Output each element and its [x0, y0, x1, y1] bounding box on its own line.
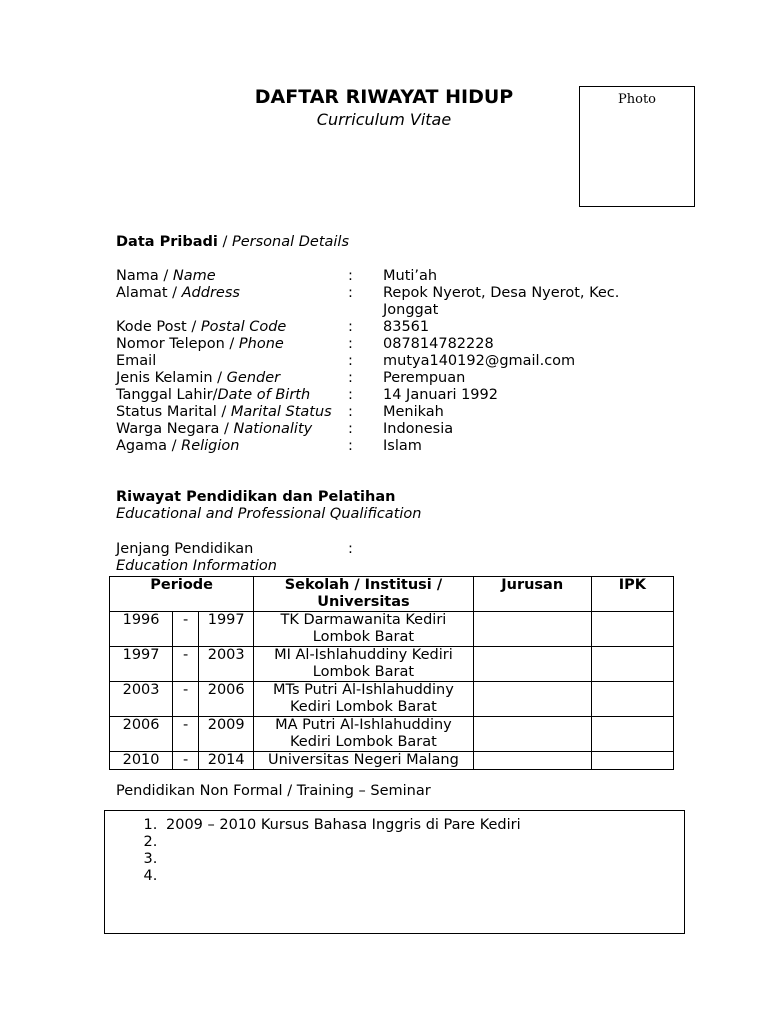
field-colon: :: [348, 438, 353, 454]
field-value: Menikah: [383, 404, 444, 420]
field-colon: :: [348, 421, 353, 437]
cell-year-to: 2006: [199, 682, 254, 717]
field-colon: :: [348, 353, 353, 369]
field-value: Indonesia: [383, 421, 454, 437]
col-sekolah: [254, 577, 473, 612]
personal-field-label: [116, 285, 240, 302]
document-title: DAFTAR RIWAYAT HIDUP: [254, 86, 514, 108]
field-colon: :: [348, 319, 353, 335]
list-item: 1. 2009 – 2010 Kursus Bahasa Inggris di Pare Kediri: [162, 817, 684, 834]
personal-details-heading: [116, 234, 349, 250]
personal-field-label: [116, 404, 332, 421]
col-jurusan: Jurusan: [473, 577, 591, 612]
cell-school-line2: Lombok Barat: [312, 664, 415, 680]
cell-dash: -: [173, 647, 199, 682]
cell-year-to: 2009: [199, 717, 254, 752]
field-colon: :: [348, 336, 353, 352]
field-label-id: Nomor Telepon /: [116, 336, 239, 352]
cell-year-to: 2003: [199, 647, 254, 682]
field-label-en: Marital Status: [230, 404, 332, 420]
table-row: [110, 717, 674, 752]
personal-field-label: [116, 336, 284, 353]
personal-field-label: [116, 268, 216, 285]
cell-dash: -: [173, 752, 199, 770]
cell-school: [254, 752, 473, 770]
cell-school: [254, 682, 473, 717]
photo-label: Photo: [618, 92, 656, 107]
cell-school-line1: MA Putri Al-Ishlahuddiny: [275, 717, 452, 733]
personal-field-label: [116, 421, 312, 438]
personal-field-label: [116, 353, 156, 370]
cell-school-line1: TK Darmawanita Kediri: [280, 612, 447, 628]
cell-jurusan: [473, 752, 591, 770]
education-level-label: Jenjang Pendidikan: [116, 541, 254, 557]
field-label-en: Phone: [238, 336, 284, 352]
field-value: 83561: [383, 319, 430, 335]
non-formal-heading: Pendidikan Non Formal / Training – Seminar: [116, 783, 431, 799]
cell-year-from: 2006: [110, 717, 173, 752]
field-label-id: Kode Post /: [116, 319, 201, 335]
cell-school: [254, 647, 473, 682]
cell-ipk: [591, 717, 673, 752]
field-colon: :: [348, 387, 353, 403]
field-label-id: Warga Negara /: [116, 421, 234, 437]
cell-year-from: 2010: [110, 752, 173, 770]
field-label-id: Status Marital /: [116, 404, 231, 420]
cell-dash: -: [173, 717, 199, 752]
cell-school-line1: MTs Putri Al-Ishlahuddiny: [273, 682, 454, 698]
education-heading: Riwayat Pendidikan dan Pelatihan: [116, 489, 396, 505]
field-label-en: Date of Birth: [217, 387, 311, 403]
cell-year-from: 2003: [110, 682, 173, 717]
col-periode: Periode: [110, 577, 254, 612]
personal-field-label: [116, 370, 280, 387]
field-label-id: Agama /: [116, 438, 182, 454]
field-label-en: Religion: [181, 438, 240, 454]
field-colon: :: [348, 285, 353, 301]
field-label-id: Tanggal Lahir/: [116, 387, 218, 403]
field-value: Repok Nyerot, Desa Nyerot, Kec.: [383, 285, 620, 301]
field-label-en: Name: [172, 268, 216, 284]
col-sekolah-line1: Sekolah / Institusi /: [284, 577, 443, 593]
education-level-colon: :: [348, 541, 353, 557]
education-subheading: Educational and Professional Qualification: [116, 506, 422, 522]
field-value: mutya140192@gmail.com: [383, 353, 576, 369]
list-item: [162, 868, 684, 885]
field-colon: :: [348, 268, 353, 284]
personal-heading-en: Personal Details: [231, 234, 350, 250]
cell-school: [254, 717, 473, 752]
personal-heading-sep: /: [217, 234, 232, 250]
field-value: Islam: [383, 438, 422, 454]
cell-ipk: [591, 647, 673, 682]
education-table-header: [110, 577, 674, 612]
photo-placeholder: [579, 86, 695, 207]
education-table: [109, 576, 674, 770]
field-value: Perempuan: [383, 370, 466, 386]
cell-jurusan: [473, 682, 591, 717]
cell-school-line2: Kediri Lombok Barat: [290, 734, 437, 750]
non-formal-box: [104, 810, 685, 934]
field-colon: :: [348, 404, 353, 420]
personal-heading-id: Data Pribadi: [116, 234, 218, 250]
table-row: [110, 647, 674, 682]
cell-school-line1: Universitas Negeri Malang: [268, 752, 459, 768]
non-formal-list: [105, 817, 684, 885]
cell-year-to: 2014: [199, 752, 254, 770]
education-info-label: Education Information: [116, 558, 277, 574]
table-row: [110, 682, 674, 717]
cell-year-from: 1996: [110, 612, 173, 647]
field-value-continued: Jonggat: [383, 302, 439, 318]
list-item: [162, 834, 684, 851]
cell-school-line2: Kediri Lombok Barat: [290, 699, 437, 715]
cell-ipk: [591, 612, 673, 647]
table-row: [110, 752, 674, 770]
col-ipk: IPK: [591, 577, 673, 612]
col-sekolah-line2: Universitas: [317, 594, 410, 610]
field-label-en: Gender: [226, 370, 281, 386]
personal-field-label: [116, 387, 310, 404]
document-subtitle: Curriculum Vitae: [316, 110, 452, 129]
field-label-id: Alamat /: [116, 285, 182, 301]
field-value: Muti’ah: [383, 268, 438, 284]
cell-dash: -: [173, 682, 199, 717]
cell-school-line1: MI Al-Ishlahuddiny Kediri: [274, 647, 453, 663]
field-value: 14 Januari 1992: [383, 387, 498, 403]
field-label-en: Address: [181, 285, 240, 301]
cell-school: [254, 612, 473, 647]
field-label-id: Jenis Kelamin /: [116, 370, 227, 386]
education-table-body: [110, 612, 674, 770]
cell-year-to: 1997: [199, 612, 254, 647]
field-label-en: Nationality: [233, 421, 313, 437]
field-colon: :: [348, 370, 353, 386]
cell-ipk: [591, 682, 673, 717]
list-item: [162, 851, 684, 868]
table-row: [110, 612, 674, 647]
cell-school-line2: Lombok Barat: [312, 629, 415, 645]
field-label-id: Nama /: [116, 268, 173, 284]
cell-jurusan: [473, 612, 591, 647]
cell-dash: -: [173, 612, 199, 647]
field-value: 087814782228: [383, 336, 494, 352]
cell-jurusan: [473, 647, 591, 682]
cell-jurusan: [473, 717, 591, 752]
personal-field-label: [116, 319, 286, 336]
field-label-en: Postal Code: [200, 319, 287, 335]
cell-ipk: [591, 752, 673, 770]
cell-year-from: 1997: [110, 647, 173, 682]
personal-field-label: [116, 438, 239, 455]
field-label-id: Email: [116, 353, 157, 369]
